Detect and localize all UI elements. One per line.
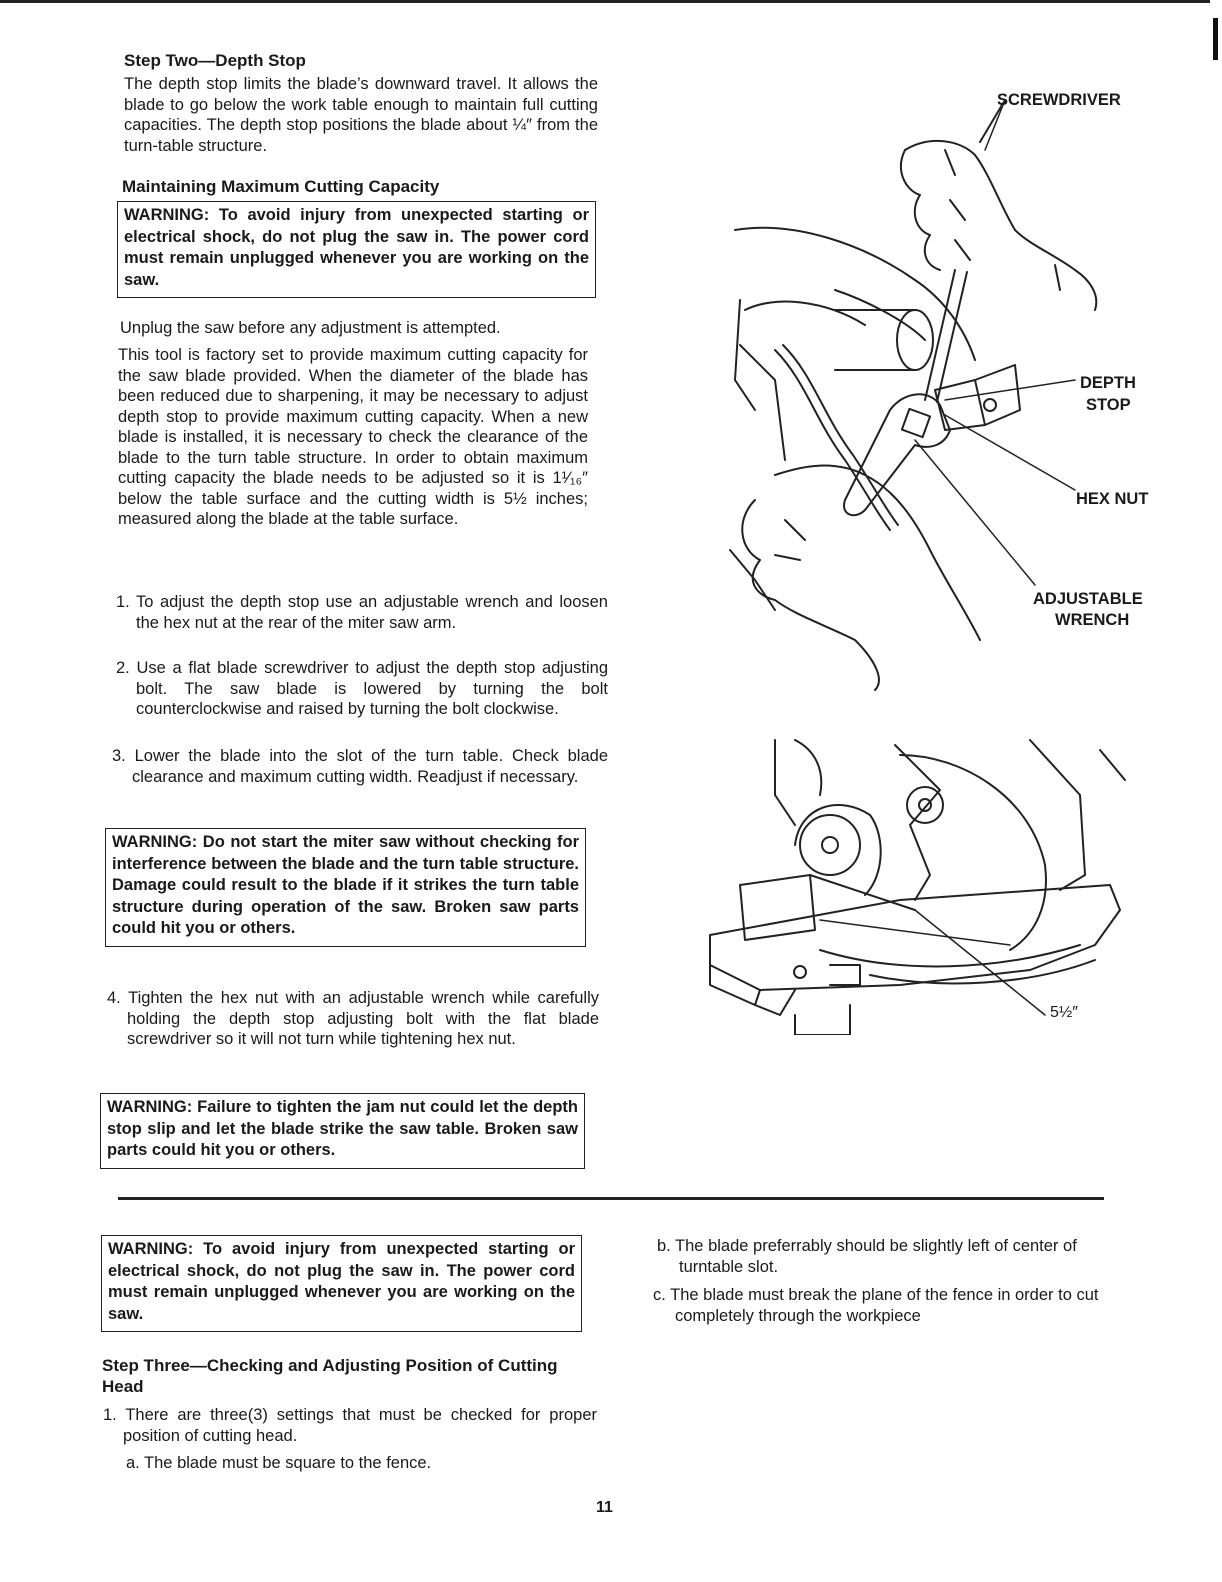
list-item: 4. Tighten the hex nut with an adjustable wrench while carefully holding the depth stop adjusting bolt with the flat blade screwdriver so it will not turn while tightening hex nut. (107, 989, 599, 1048)
unplug-text: Unplug the saw before any adjustment is attempted. (120, 319, 501, 337)
step-two-intro: The depth stop limits the blade’s downward travel. It allows the blade to go below the work table enough to maintain full cutting capacities. The depth stop positions the blade about ¼″ from the turn-table structure. (124, 75, 598, 155)
cutting-width-illustration (700, 735, 1130, 1035)
label-adjustable-wrench: ADJUSTABLE (1033, 590, 1143, 608)
label-screwdriver: SCREWDRIVER (997, 91, 1121, 109)
list-item: b. The blade preferrably should be slightly left of center of turntable slot. (657, 1237, 1077, 1276)
page-number: 11 (596, 1499, 613, 1516)
warning-box-3: WARNING: Failure to tighten the jam nut could let the depth stop slip and let the blade strike the saw table. Broken saw parts could hit you or others. (100, 1093, 585, 1169)
list-item: a. The blade must be square to the fence. (126, 1454, 432, 1472)
list-item: 1. There are three(3) settings that must be checked for proper position of cutting head. (103, 1406, 597, 1445)
edge-mark (1213, 18, 1218, 60)
warning-box-1: WARNING: To avoid injury from unexpected starting or electrical shock, do not plug the saw in. The power cord must remain unplugged whenever you are working on the saw. (117, 201, 596, 298)
label-adjustable-wrench-2: WRENCH (1055, 611, 1130, 629)
top-rule (0, 0, 1210, 3)
warning-box-4: WARNING: To avoid injury from unexpected starting or electrical shock, do not plug the saw in. The power cord must remain unplugged whenever you are working on the saw. (101, 1235, 582, 1332)
list-item: 3. Lower the blade into the slot of the turn table. Check blade clearance and maximum cutting width. Readjust if necessary. (112, 747, 608, 786)
section-divider (118, 1197, 1104, 1200)
dimension-label: 5½″ (1050, 1004, 1078, 1021)
warning-box-2: WARNING: Do not start the miter saw without checking for interference between the blade and the turn table structure. Damage could result to the blade if it strikes the turn table structure during operation of the saw. Broken saw parts could hit you or others. (105, 828, 586, 947)
label-hex-nut: HEX NUT (1076, 490, 1149, 508)
list-item: 2. Use a flat blade screwdriver to adjust the depth stop adjusting bolt. The saw blade is lowered by turning the bolt counterclockwise and raised by turning the bolt clockwise. (116, 659, 608, 718)
step-three-heading: Step Three—Checking and Adjusting Position of Cutting Head (102, 1356, 558, 1396)
maintaining-heading: Maintaining Maximum Cutting Capacity (122, 177, 440, 196)
label-depth-stop-2: STOP (1086, 396, 1131, 414)
list-item: 1. To adjust the depth stop use an adjustable wrench and loosen the hex nut at the rear of the miter saw arm. (116, 593, 608, 632)
label-depth-stop: DEPTH (1080, 374, 1136, 392)
list-item: c. The blade must break the plane of the fence in order to cut completely through the workpiece (653, 1286, 1099, 1325)
factory-text: This tool is factory set to provide maximum cutting capacity for the saw blade provided. When the diameter of the blade has been reduced due to sharpening, it may be necessary to adjust depth stop to provide maximum cutting capacity. When a new blade is installed, it is necessary to check the clearance of the blade to the turn table structure. In order to obtain maximum cutting capacity the blade needs to be adjusted so it is 1¹⁄₁₆″ below the table surface and the cutting width is 5½ inches; measured along the blade at the table surface. (118, 346, 588, 528)
step-two-heading: Step Two—Depth Stop (124, 51, 306, 70)
